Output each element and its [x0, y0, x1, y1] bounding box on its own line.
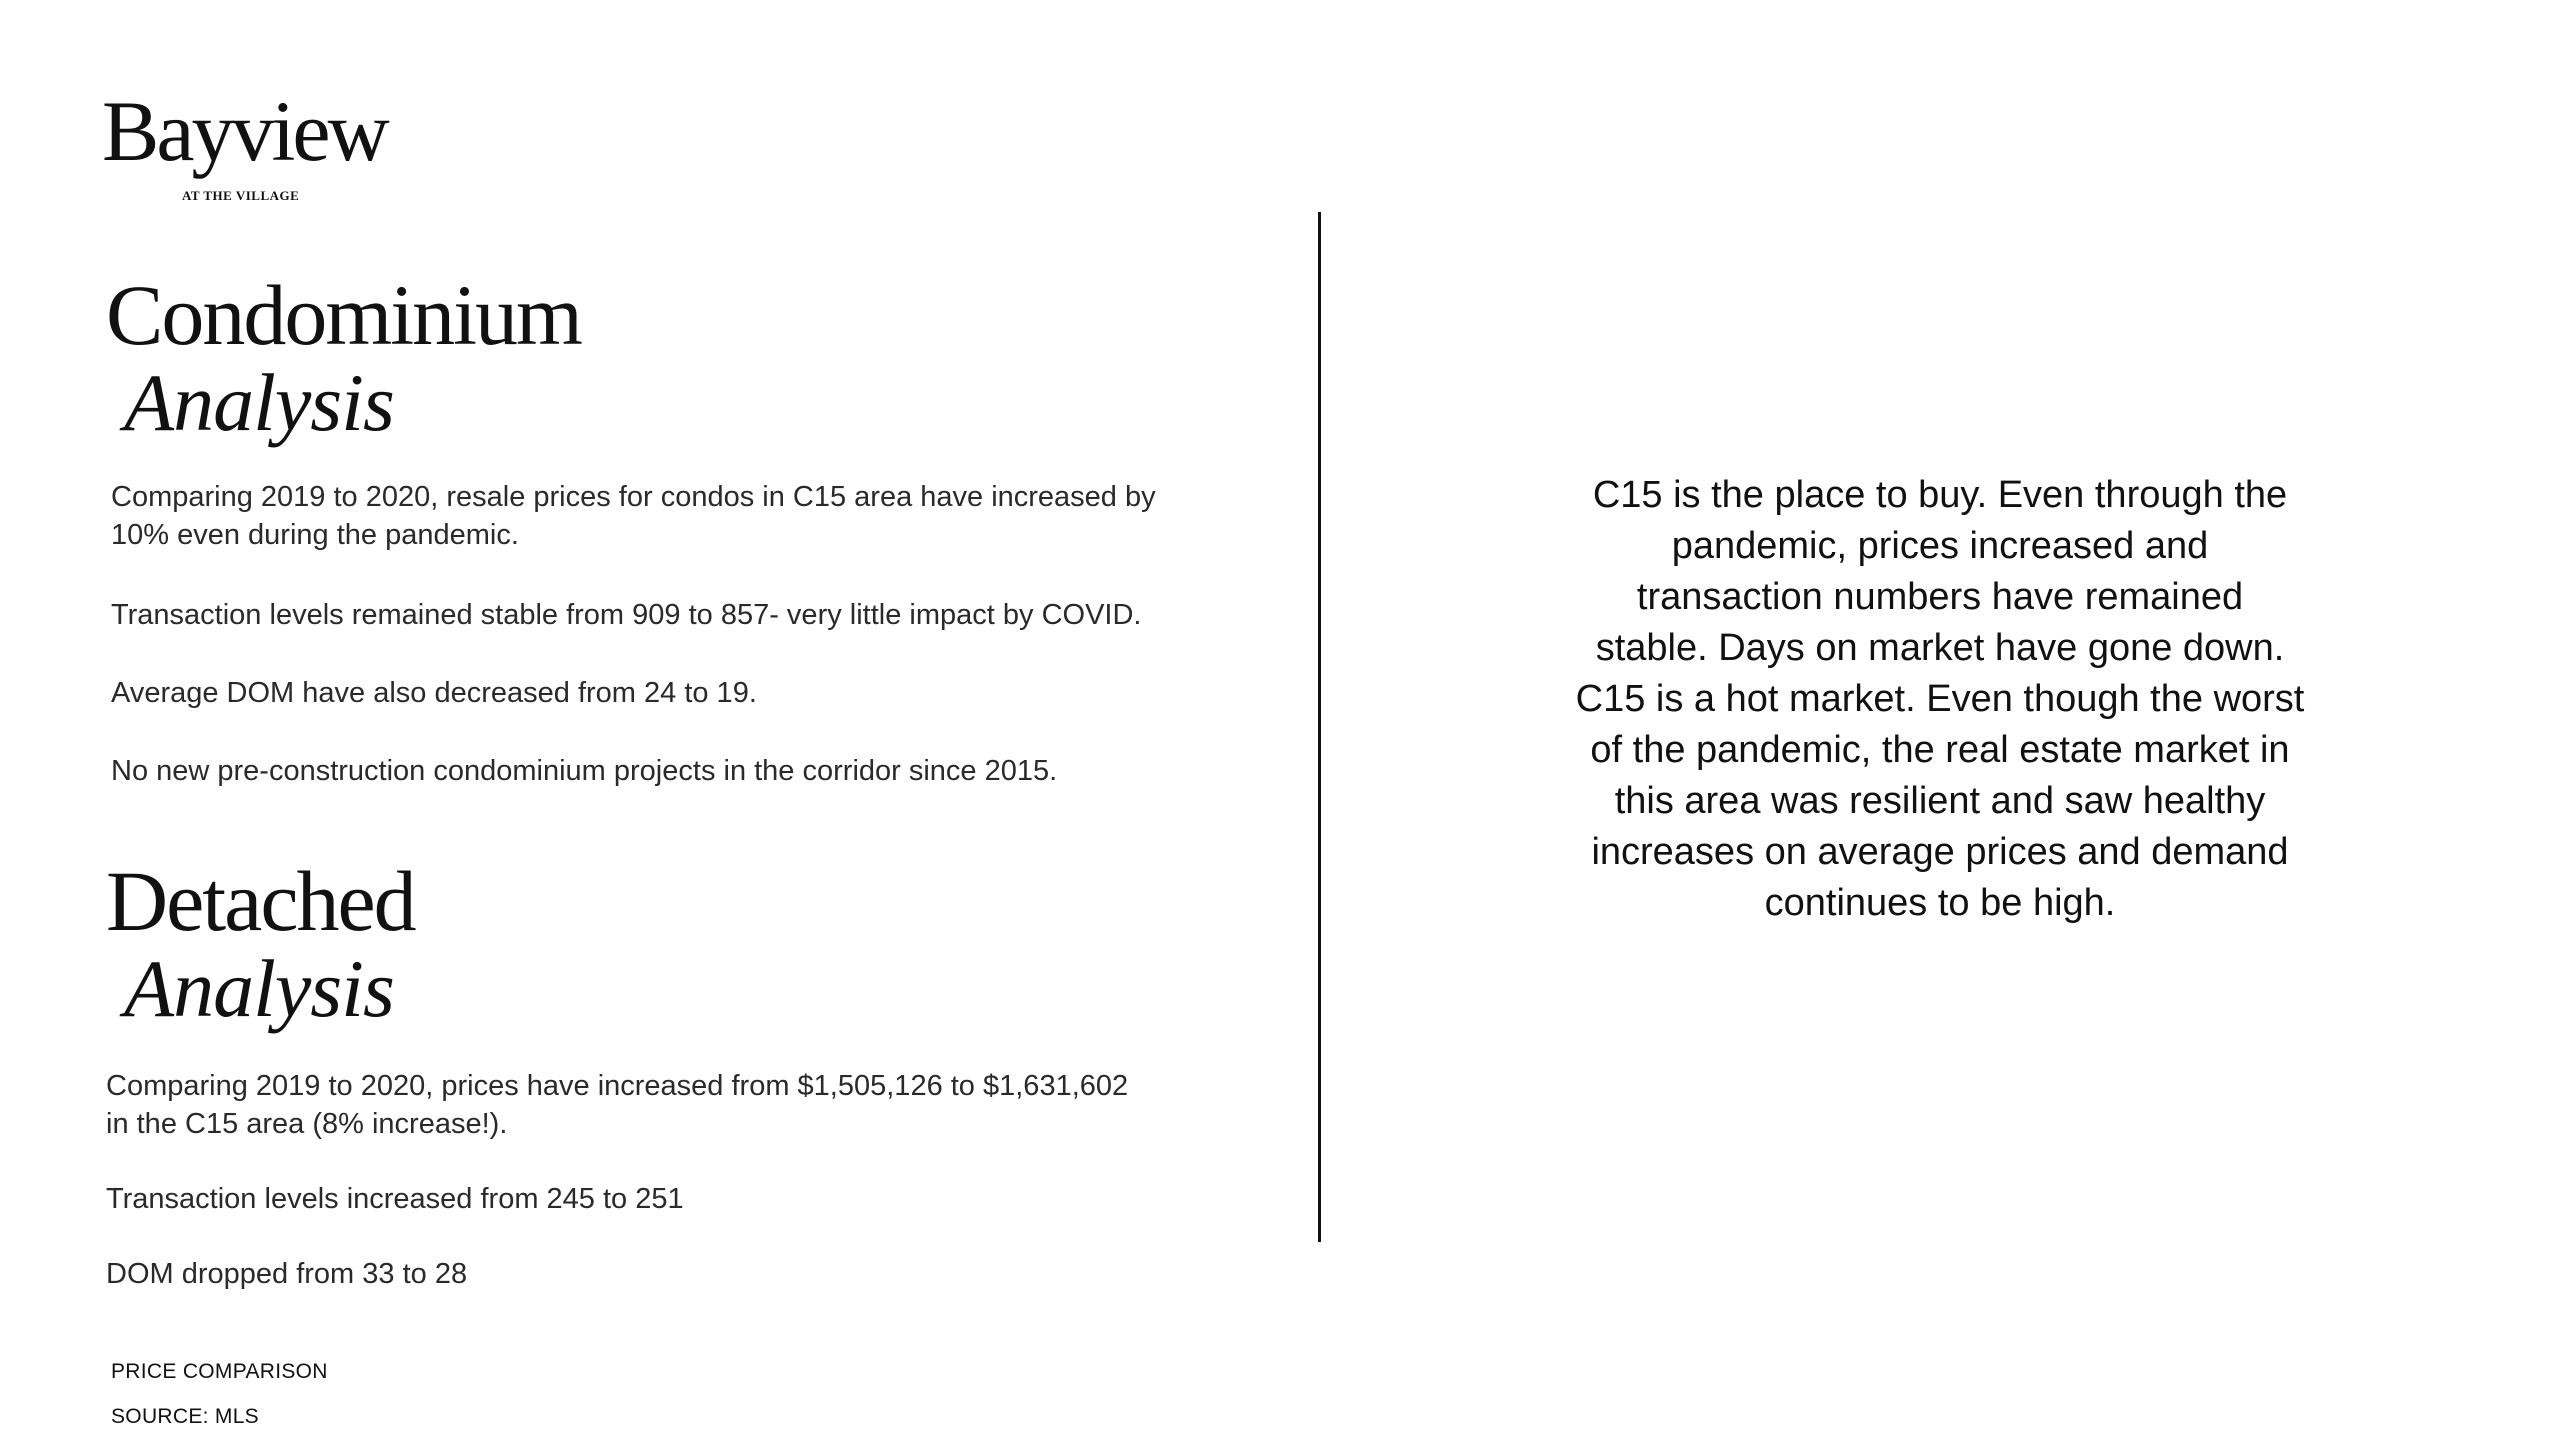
summary-line: of the pandemic, the real estate market in [1590, 729, 2290, 771]
condominium-analysis-heading [106, 267, 581, 448]
footer-price-comparison: PRICE COMPARISON [111, 1360, 328, 1383]
condo-paragraph-4: No new pre-construction condominium projects in the corridor since 2015. [111, 755, 1058, 787]
detached-paragraph-1-line-1: Comparing 2019 to 2020, prices have increased from $1,505,126 to $1,631,602 [106, 1070, 1129, 1102]
summary-line: transaction numbers have remained [1636, 576, 2244, 618]
summary-line: continues to be high. [1764, 882, 2116, 924]
logo-tagline: AT THE VILLAGE [182, 188, 300, 203]
vertical-divider [1318, 212, 1321, 1242]
condominium-heading-script: Analysis [124, 357, 394, 448]
detached-paragraph-1-line-2: in the C15 area (8% increase!). [106, 1108, 508, 1140]
summary-line: increases on average prices and demand [1591, 831, 2289, 873]
condo-paragraph-2: Transaction levels remained stable from 909 to 857- very little impact by COVID. [111, 599, 1142, 631]
summary-line: this area was resilient and saw healthy [1614, 780, 2266, 822]
detached-heading-main: Detached [106, 853, 415, 949]
bayview-logo [102, 83, 402, 204]
logo-wordmark: Bayview [102, 83, 387, 179]
condominium-heading-main: Condominium [106, 267, 581, 363]
detached-heading-script: Analysis [124, 943, 394, 1034]
condo-paragraph-3: Average DOM have also decreased from 24 to 19. [111, 677, 757, 709]
summary-line: C15 is a hot market. Even though the worst [1575, 678, 2305, 720]
summary-line: pandemic, prices increased and [1671, 525, 2209, 567]
detached-paragraph-2: Transaction levels increased from 245 to 251 [106, 1183, 684, 1215]
detached-paragraph-3: DOM dropped from 33 to 28 [106, 1258, 468, 1290]
market-summary [1530, 470, 2350, 929]
summary-line: stable. Days on market have gone down. [1595, 627, 2285, 669]
detached-analysis-heading [106, 853, 415, 1034]
condo-paragraph-1-line-1: Comparing 2019 to 2020, resale prices for condos in C15 area have increased by [111, 481, 1156, 513]
footer-source: SOURCE: MLS [111, 1405, 259, 1428]
summary-line: C15 is the place to buy. Even through the [1592, 474, 2288, 516]
condo-paragraph-1-line-2: 10% even during the pandemic. [111, 519, 519, 551]
